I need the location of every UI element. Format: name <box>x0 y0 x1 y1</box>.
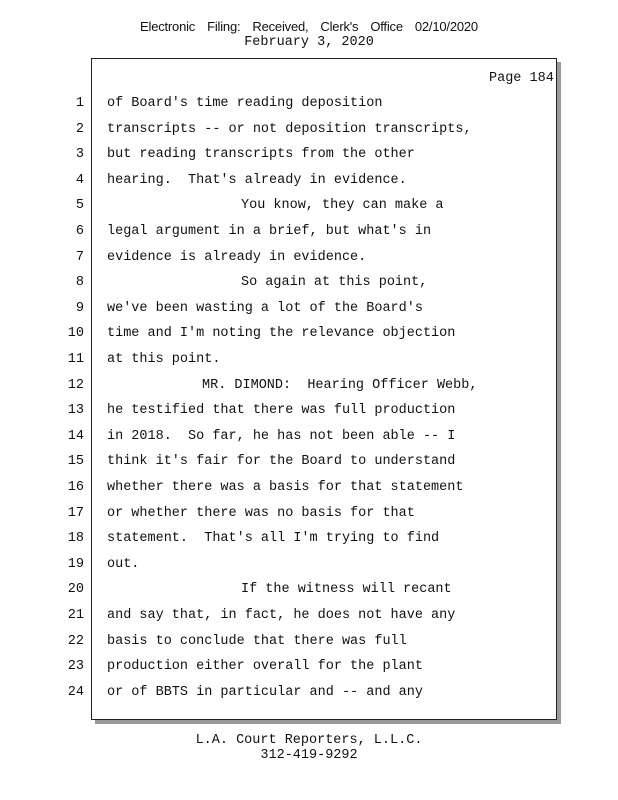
line-text: in 2018. So far, he has not been able -- I <box>107 428 456 444</box>
filing-word: Office <box>370 19 403 34</box>
line-number: 10 <box>67 326 84 342</box>
line-number: 15 <box>67 454 84 470</box>
line-number: 11 <box>67 352 84 367</box>
line-text: or of BBTS in particular and -- and any <box>107 684 423 700</box>
filing-stamp <box>0 19 618 34</box>
line-text: statement. That's all I'm trying to find <box>107 531 440 547</box>
line-number: 7 <box>75 249 84 265</box>
line-number: 12 <box>67 377 84 393</box>
line-number: 8 <box>75 275 84 291</box>
filing-word: Clerk's <box>320 19 359 34</box>
line-number: 24 <box>67 684 84 700</box>
line-number: 3 <box>75 147 84 163</box>
line-text: and say that, in fact, he does not have any <box>107 608 456 623</box>
filing-word: Received, <box>252 19 309 34</box>
line-number: 17 <box>67 505 84 521</box>
line-number: 6 <box>75 224 84 239</box>
line-text: transcripts -- or not deposition transcripts, <box>107 121 472 137</box>
line-text: time and I'm noting the relevance objection <box>107 326 456 342</box>
line-number: 4 <box>75 172 84 188</box>
line-text: or whether there was no basis for that <box>107 505 415 521</box>
line-number: 21 <box>67 608 84 623</box>
line-text: evidence is already in evidence. <box>107 249 367 265</box>
line-number: 2 <box>75 121 84 137</box>
line-number: 23 <box>67 659 84 675</box>
line-text: think it's fair for the Board to understand <box>107 454 456 470</box>
line-text: MR. DIMOND: Hearing Officer Webb, <box>202 377 478 393</box>
line-text: basis to conclude that there was full <box>107 633 407 649</box>
line-number: 13 <box>67 403 84 419</box>
line-number: 5 <box>75 198 84 214</box>
line-text: at this point. <box>107 352 221 367</box>
page-number: Page 184 <box>489 71 554 86</box>
line-text: out. <box>107 556 140 572</box>
line-number: 9 <box>75 300 84 316</box>
filing-word: Filing: <box>207 19 241 34</box>
line-text: production either overall for the plant <box>107 659 423 675</box>
line-number: 1 <box>75 96 84 111</box>
line-text: whether there was a basis for that statement <box>107 480 464 495</box>
line-number: 20 <box>67 582 84 598</box>
line-text: but reading transcripts from the other <box>107 147 415 163</box>
line-text: he testified that there was full production <box>107 403 456 419</box>
line-number: 14 <box>67 428 84 444</box>
filing-word: 02/10/2020 <box>414 19 478 34</box>
reporter-name: L.A. Court Reporters, L.L.C. <box>195 733 423 748</box>
line-text: So again at this point, <box>241 275 428 291</box>
line-text: legal argument in a brief, but what's in <box>107 224 432 239</box>
line-text: we've been wasting a lot of the Board's <box>107 300 423 316</box>
reporter-phone: 312-419-9292 <box>260 748 358 763</box>
line-number: 18 <box>67 531 84 547</box>
line-text: If the witness will recant <box>241 582 452 598</box>
line-number: 22 <box>67 633 84 649</box>
transcript-date: February 3, 2020 <box>244 35 374 50</box>
line-number: 19 <box>67 556 84 572</box>
line-number: 16 <box>67 480 84 495</box>
line-text: You know, they can make a <box>241 198 444 214</box>
line-text: hearing. That's already in evidence. <box>107 172 407 188</box>
line-text: of Board's time reading deposition <box>107 96 383 111</box>
filing-word: Electronic <box>140 19 196 34</box>
